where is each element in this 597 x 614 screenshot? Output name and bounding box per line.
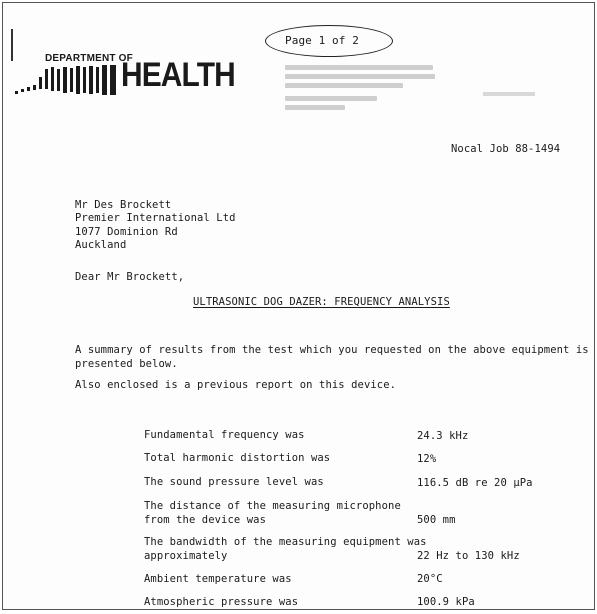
faded-letterhead [285,63,435,115]
result-value: 20°C [417,573,443,585]
addressee-company: Premier International Ltd [75,212,236,225]
page-stamp-text: Page 1 of 2 [285,34,359,47]
result-value: 12% [417,453,437,465]
department-name-logo: HEALTH [121,56,235,94]
result-label: Ambient temperature was [144,573,292,585]
summary-paragraph [75,344,589,371]
result-value: 100.9 kPa [417,596,475,608]
result-label: Fundamental frequency was [144,429,305,441]
subject-heading: ULTRASONIC DOG DAZER: FREQUENCY ANALYSIS [193,296,450,308]
address-block [75,199,236,252]
result-label: Total harmonic distortion was [144,452,331,464]
result-label: The distance of the measuring microphone from the device was [144,500,401,526]
result-value: 116.5 dB re 20 µPa [417,477,533,489]
enclosure-note: Also enclosed is a previous report on this device. [75,379,397,391]
result-label: The sound pressure level was [144,476,324,488]
addressee-street: 1077 Dominion Rd [75,225,178,238]
logo-stripes-icon [15,65,119,97]
job-reference: Nocal Job 88-1494 [451,143,561,155]
result-value: 22 Hz to 130 kHz [417,550,520,562]
salutation: Dear Mr Brockett, [75,271,185,283]
result-value: 500 mm [417,514,456,526]
result-label: Atmospheric pressure was [144,596,299,608]
letter-page [2,2,595,610]
department-label: DEPARTMENT OF [45,53,133,64]
summary-line: presented below. [75,357,178,370]
result-value: 24.3 kHz [417,430,469,442]
addressee-name: Mr Des Brockett [75,199,172,211]
margin-mark [11,29,13,61]
addressee-city: Auckland [75,238,127,251]
faded-mark [483,92,535,96]
result-label: The bandwidth of the measuring equipment was approximately [144,536,427,562]
summary-line: A summary of results from the test which you requested on the above equipment is [75,344,589,356]
